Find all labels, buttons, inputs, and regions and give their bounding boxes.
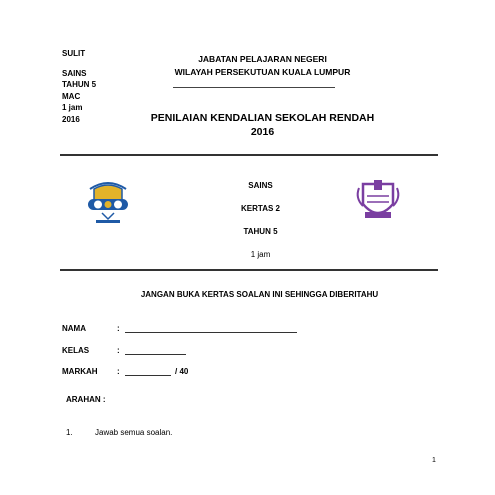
name-label: NAMA — [62, 324, 86, 333]
exam-duration: 1 jam — [250, 250, 271, 259]
marks-label: MARKAH — [62, 367, 98, 376]
meta-sulit: SULIT — [62, 49, 86, 58]
divider-top — [60, 154, 438, 156]
school-crest-right-icon — [353, 176, 403, 226]
paper-number: KERTAS 2 — [241, 204, 280, 213]
class-label: KELAS — [62, 346, 90, 355]
exam-title: PENILAIAN KENDALIAN SEKOLAH RENDAH — [150, 112, 375, 124]
meta-subject: SAINS — [62, 68, 87, 78]
department-line-1: JABATAN PELAJARAN NEGERI — [198, 54, 327, 64]
marks-field[interactable] — [125, 375, 171, 376]
name-colon: : — [117, 324, 120, 333]
meta-year-number: 2016 — [62, 114, 80, 124]
page-number: 1 — [432, 457, 436, 464]
meta-duration: 1 jam — [62, 103, 83, 112]
instruction-text: Jawab semua soalan. — [95, 428, 173, 437]
do-not-open-warning: JANGAN BUKA KERTAS SOALAN INI SEHINGGA DIBERITAHU — [140, 290, 379, 299]
instruction-number: 1. — [66, 428, 73, 437]
meta-year: TAHUN 5 — [62, 80, 97, 89]
department-underline — [173, 87, 335, 88]
class-field[interactable] — [125, 354, 186, 355]
instructions-heading: ARAHAN : — [66, 395, 106, 404]
name-field[interactable] — [125, 332, 297, 333]
marks-total: / 40 — [175, 367, 189, 376]
meta-month: MAC — [62, 91, 81, 101]
class-colon: : — [117, 346, 120, 355]
department-line-2: WILAYAH PERSEKUTUAN KUALA LUMPUR — [174, 67, 351, 77]
school-year: TAHUN 5 — [243, 227, 278, 236]
exam-year: 2016 — [250, 126, 275, 138]
divider-bottom — [60, 269, 438, 271]
marks-colon: : — [117, 367, 120, 376]
subject-name: SAINS — [248, 181, 273, 190]
